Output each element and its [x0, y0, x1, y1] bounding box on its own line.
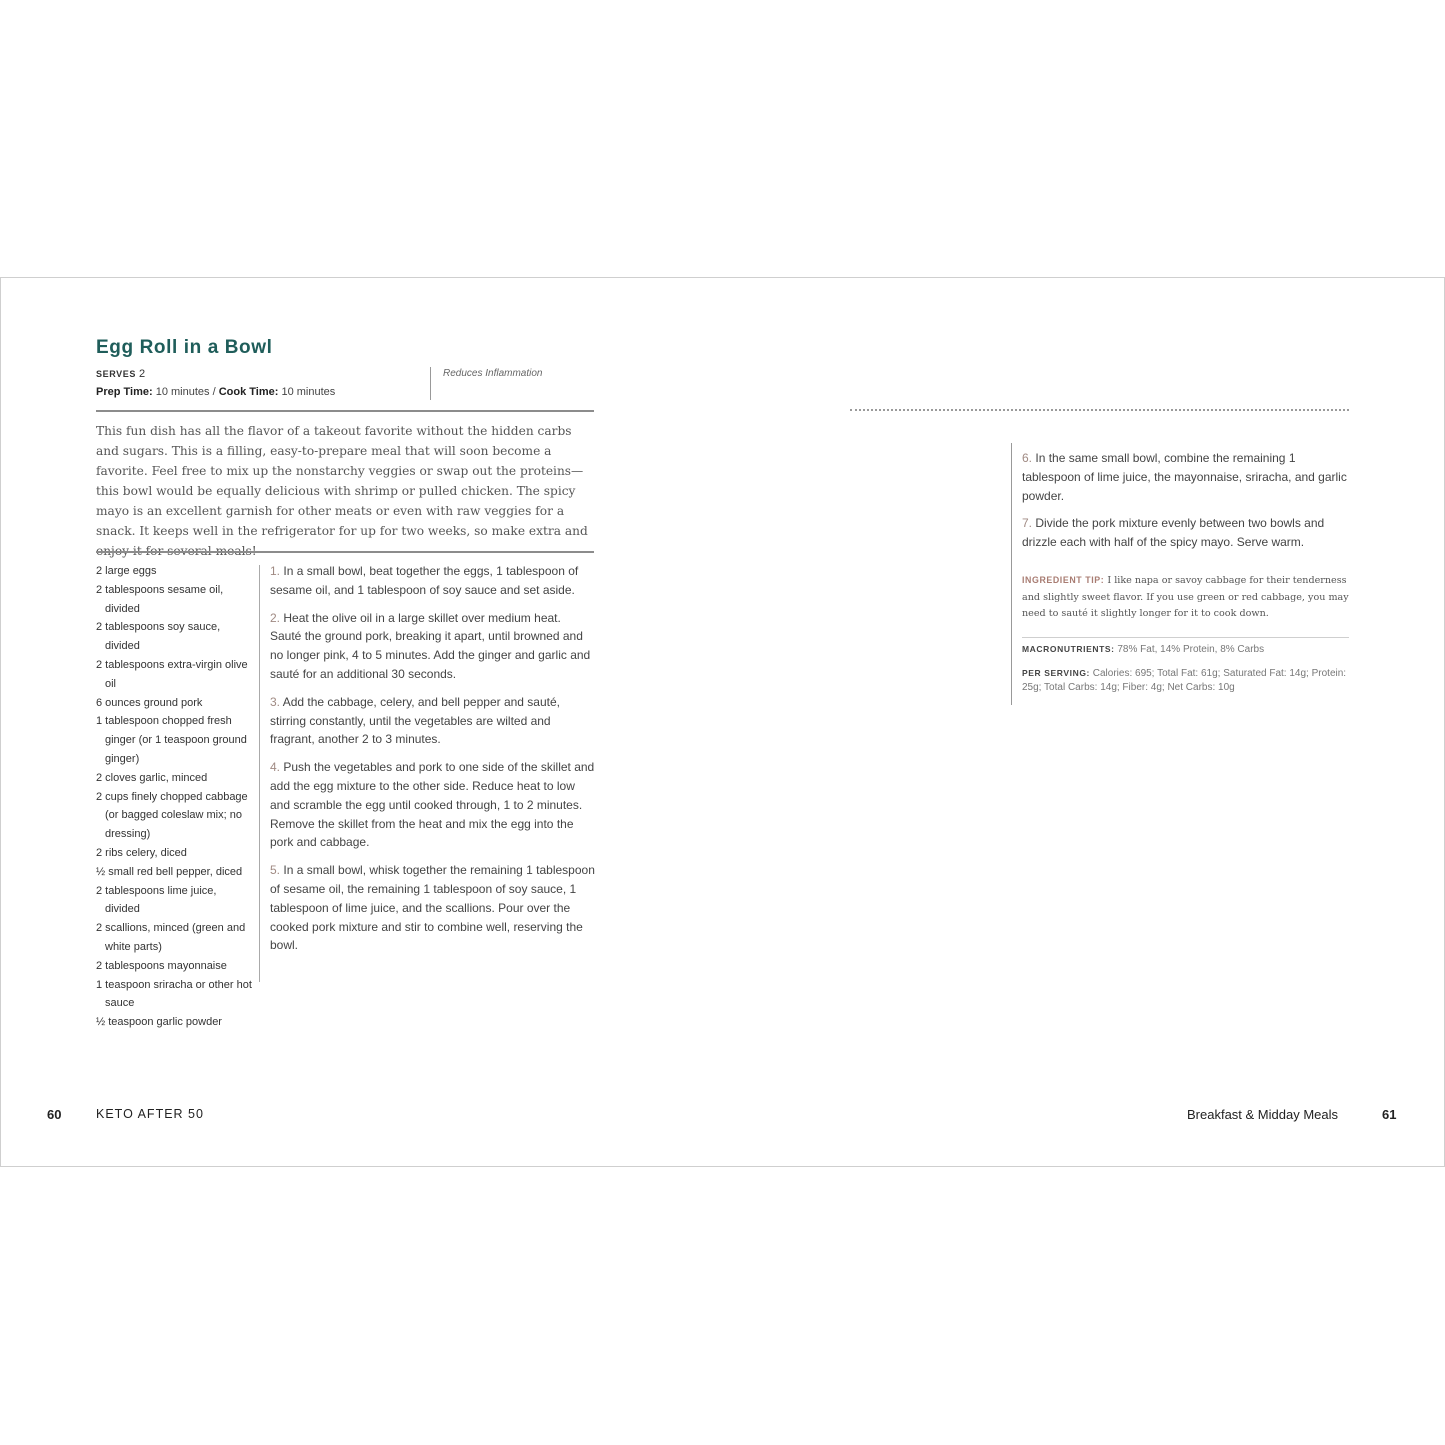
ingredient-item: 2 scallions, minced (green and white parts) — [96, 922, 246, 953]
dotted-rule — [850, 409, 1349, 411]
serves-label: SERVES — [96, 369, 136, 379]
step-3 — [270, 693, 595, 749]
ingredient-item: 6 ounces ground pork — [96, 696, 203, 709]
step-number: 3. — [270, 694, 281, 709]
prep-time-label: Prep Time: — [96, 386, 153, 398]
macro-label: MACRONUTRIENTS: — [1022, 644, 1115, 654]
step-6 — [1022, 449, 1352, 505]
ingredient-item: 2 ribs celery, diced — [96, 846, 187, 859]
serves-line — [96, 368, 145, 380]
step-7 — [1022, 514, 1352, 552]
step-text: Heat the olive oil in a large skillet over medium heat. Sauté the ground pork, breaking it apart, until browned and no longer pink, 4 to 5 minutes. Add the ginger and garlic and sauté for an additional 30 seconds. — [270, 610, 591, 681]
step-number: 4. — [270, 760, 281, 775]
ingredient-item: 1 tablespoon chopped fresh ginger (or 1 teaspoon ground ginger) — [96, 715, 247, 765]
ingredient-item: 2 tablespoons soy sauce, divided — [96, 621, 221, 653]
page-number-right: 61 — [1382, 1107, 1397, 1122]
cook-time-label: Cook Time: — [218, 386, 279, 398]
step-number: 7. — [1022, 516, 1033, 531]
step-text: In a small bowl, whisk together the remaining 1 tablespoon of sesame oil, the remaining 1 tablespoon of soy sauce, 1 tablespoon of lime juice, and the scallions. Pour over the cooked pork mixture and stir to combine well, reserving the bowl. — [270, 863, 595, 953]
ingredient-item: 2 tablespoons extra-virgin olive oil — [96, 658, 248, 690]
ingredient-list — [96, 562, 254, 1032]
ingredient-divider — [259, 565, 260, 982]
running-title-right: Breakfast & Midday Meals — [1187, 1107, 1339, 1122]
step-number: 6. — [1022, 451, 1033, 465]
macronutrients — [1022, 644, 1264, 655]
ingredient-item: ½ small red bell pepper, diced — [96, 865, 243, 878]
time-line — [96, 386, 335, 398]
page-number-left: 60 — [47, 1107, 62, 1122]
per-serving-text: Calories: 695; Total Fat: 61g; Saturated Fat: 14g; Protein: 25g; Total Carbs: 14g; Fiber: 4g; Net Carbs: 10g — [1022, 668, 1347, 693]
recipe-title: Egg Roll in a Bowl — [96, 337, 273, 358]
step-number: 2. — [270, 610, 281, 625]
header-divider — [430, 367, 431, 400]
right-column-divider — [1011, 443, 1012, 705]
step-2 — [270, 609, 595, 684]
ingredient-item: 2 tablespoons sesame oil, divided — [96, 583, 224, 615]
running-title-left: KETO AFTER 50 — [96, 1107, 204, 1121]
tip-text: I like napa or savoy cabbage for their tenderness and slightly sweet flavor. If you use green or red cabbage, you may need to sauté it slightly longer for it to cook down. — [1022, 575, 1349, 619]
step-1 — [270, 562, 595, 600]
step-text: Divide the pork mixture evenly between two bowls and drizzle each with half of the spicy mayo. Serve warm. — [1022, 516, 1325, 550]
time-separator: / — [209, 386, 219, 398]
ingredient-item: 2 tablespoons lime juice, divided — [96, 884, 217, 916]
step-number: 5. — [270, 863, 281, 878]
prep-time-value: 10 minutes — [155, 386, 210, 398]
step-text: In a small bowl, beat together the eggs, 1 tablespoon of sesame oil, and 1 tablespoon of soy sauce and set aside. — [270, 564, 579, 597]
ingredient-item: 2 cups finely chopped cabbage (or bagged coleslaw mix; no dressing) — [96, 790, 248, 841]
recipe-tag: Reduces Inflammation — [443, 368, 543, 379]
nutrition-rule — [1022, 637, 1349, 638]
serves-value: 2 — [139, 368, 146, 380]
step-text: Push the vegetables and pork to one side of the skillet and add the egg mixture to the other side. Reduce heat to low and scramble the egg until cooked through, 1 to 2 minutes. Remove the skillet from the heat and mix the egg into the pork and cabbage. — [270, 760, 595, 850]
ingredient-item: ½ teaspoon garlic powder — [96, 1016, 222, 1029]
step-4 — [270, 758, 595, 852]
step-5 — [270, 861, 595, 955]
macro-text: 78% Fat, 14% Protein, 8% Carbs — [1117, 644, 1265, 655]
ingredient-item: 1 teaspoon sriracha or other hot sauce — [96, 978, 252, 1010]
step-text: Add the cabbage, celery, and bell pepper and sauté, stirring constantly, until the vegetables are wilted and fragrant, another 2 to 3 minutes. — [270, 694, 560, 747]
per-serving-label: PER SERVING: — [1022, 668, 1090, 678]
intro-rule — [96, 551, 594, 553]
steps-right — [1022, 449, 1352, 561]
ingredient-item: 2 cloves garlic, minced — [96, 771, 208, 784]
ingredient-tip — [1022, 572, 1354, 623]
per-serving — [1022, 666, 1357, 695]
step-number: 1. — [270, 564, 281, 578]
step-text: In the same small bowl, combine the remaining 1 tablespoon of lime juice, the mayonnaise, sriracha, and garlic powder. — [1022, 451, 1347, 503]
steps-left — [270, 562, 595, 964]
ingredient-item: 2 large eggs — [96, 565, 157, 577]
tip-label: INGREDIENT TIP: — [1022, 575, 1105, 585]
recipe-intro: This fun dish has all the flavor of a takeout favorite without the hidden carbs and sugars. This is a filling, easy-to-prepare meal that will soon become a favorite. Feel free to mix up the nonstarchy veggies or swap out the proteins—this bowl would be equally delicious with shrimp or pulled chicken. The spicy mayo is an excellent garnish for other meats or even with raw veggies for a snack. It keeps well in the refrigerator for up for two weeks, so make extra and — [96, 424, 588, 538]
cook-time-value: 10 minutes — [281, 386, 336, 398]
ingredient-item: 2 tablespoons mayonnaise — [96, 959, 227, 972]
header-rule — [96, 410, 594, 412]
